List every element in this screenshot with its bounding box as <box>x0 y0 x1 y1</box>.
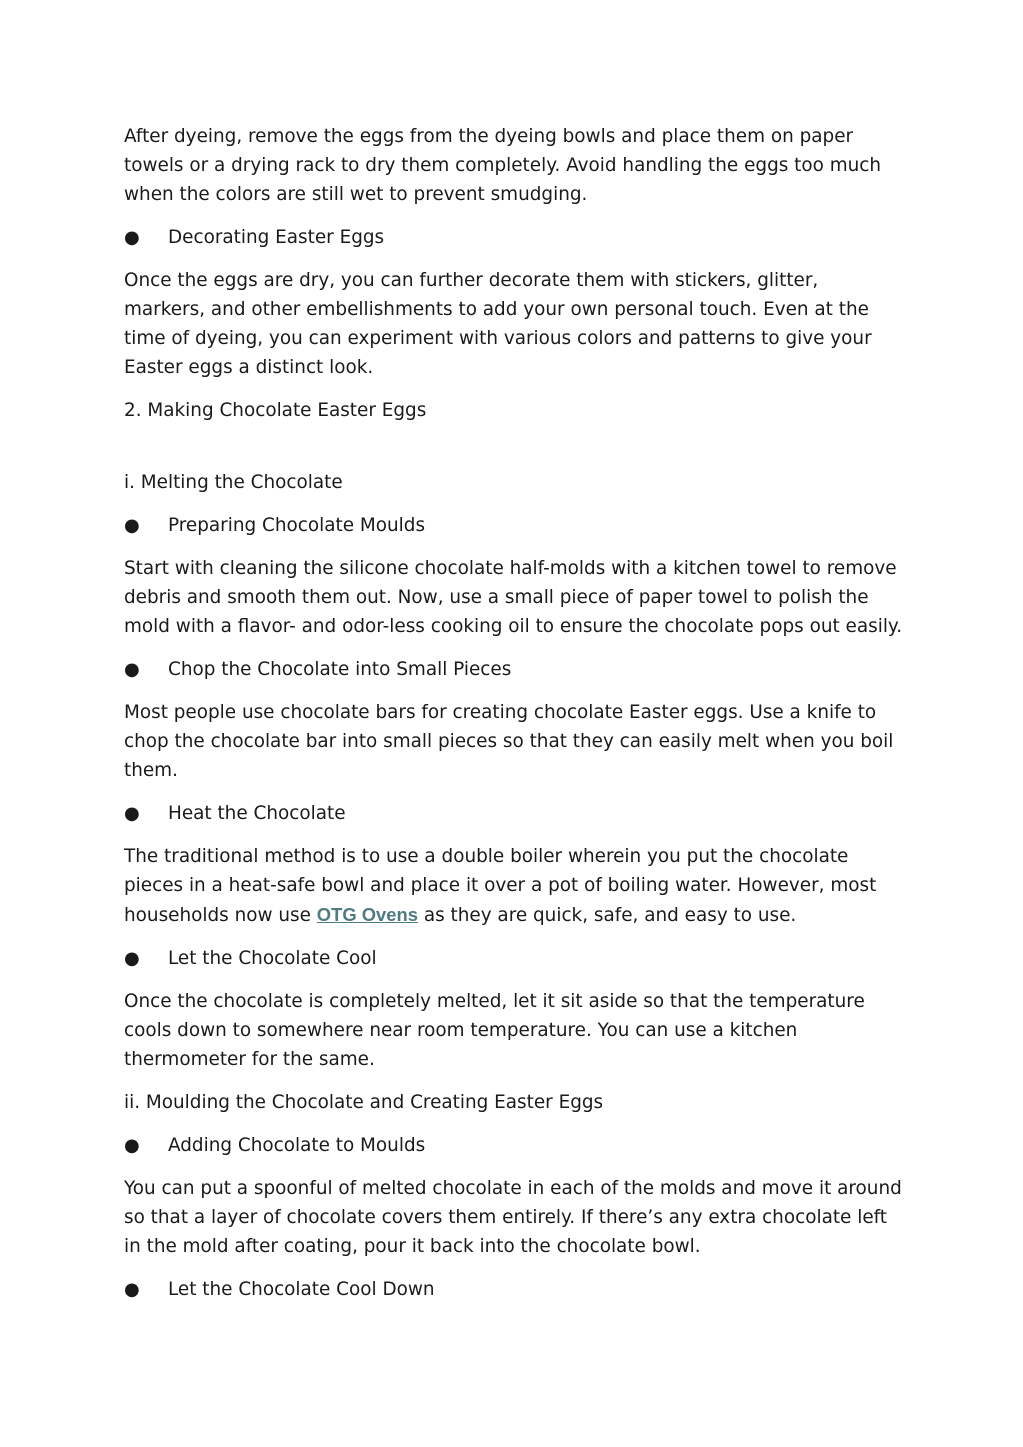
bullet-icon: ● <box>124 1279 140 1300</box>
bullet-item-heat <box>124 799 904 828</box>
bullet-item-moulds <box>124 511 904 540</box>
bullet-label: Let the Chocolate Cool Down <box>168 1279 435 1300</box>
bullet-item-cool <box>124 944 904 973</box>
paragraph-heat-text-after: as they are quick, safe, and easy to use. <box>417 905 797 926</box>
paragraph-moulds: Start with cleaning the silicone chocolate half-molds with a kitchen towel to remove debris and smooth them out. Now, use a small piece of paper towel to polish the mold with a flavor- and odor-less cooking oil to ensure the chocolate pops out easily. <box>124 558 903 637</box>
subsection-heading-moulding: ii. Moulding the Chocolate and Creating Easter Eggs <box>124 1092 604 1113</box>
bullet-label: Chop the Chocolate into Small Pieces <box>168 659 512 680</box>
bullet-label: Adding Chocolate to Moulds <box>168 1135 426 1156</box>
bullet-label: Decorating Easter Eggs <box>168 227 385 248</box>
bullet-icon: ● <box>124 803 140 824</box>
subsection-heading-melting: i. Melting the Chocolate <box>124 472 343 493</box>
bullet-label: Let the Chocolate Cool <box>168 948 377 969</box>
otg-ovens-link[interactable]: OTG Ovens <box>316 904 418 925</box>
bullet-item-cool-down <box>124 1275 904 1304</box>
section-heading-chocolate: 2. Making Chocolate Easter Eggs <box>124 400 427 421</box>
bullet-label: Heat the Chocolate <box>168 803 346 824</box>
spacer <box>124 439 904 468</box>
bullet-item-chop <box>124 655 904 684</box>
paragraph-heat-text-before: The traditional method is to use a double boiler wherein you put the chocolate pieces in a heat-safe bowl and place it over a pot of boiling water. However, most households now use <box>124 846 877 926</box>
paragraph-chop: Most people use chocolate bars for creating chocolate Easter eggs. Use a knife to chop the chocolate bar into small pieces so that they can easily melt when you boil them. <box>124 702 894 781</box>
bullet-label: Preparing Chocolate Moulds <box>168 515 426 536</box>
bullet-icon: ● <box>124 227 140 248</box>
bullet-icon: ● <box>124 515 140 536</box>
paragraph-decorating: Once the eggs are dry, you can further decorate them with stickers, glitter, markers, and other embellishments to add your own personal touch. Even at the time of dyeing, you can experiment with various colors and patterns to give your Easter eggs a distinct look. <box>124 270 872 378</box>
paragraph-cool: Once the chocolate is completely melted, let it sit aside so that the temperature cools down to somewhere near room temperature. You can use a kitchen thermometer for the same. <box>124 991 865 1070</box>
bullet-item-adding <box>124 1131 904 1160</box>
bullet-icon: ● <box>124 659 140 680</box>
paragraph-drying: After dyeing, remove the eggs from the dyeing bowls and place them on paper towels or a drying rack to dry them completely. Avoid handling the eggs too much when the colors are still wet to prevent smudging. <box>124 126 882 205</box>
paragraph-heat <box>124 842 904 930</box>
document-page <box>124 122 904 1318</box>
paragraph-adding: You can put a spoonful of melted chocolate in each of the molds and move it around so that a layer of chocolate covers them entirely. If there’s any extra chocolate left in the mold after coating, pour it back into the chocolate bowl. <box>124 1178 902 1257</box>
bullet-icon: ● <box>124 948 140 969</box>
bullet-icon: ● <box>124 1135 140 1156</box>
bullet-item-decorating <box>124 223 904 252</box>
